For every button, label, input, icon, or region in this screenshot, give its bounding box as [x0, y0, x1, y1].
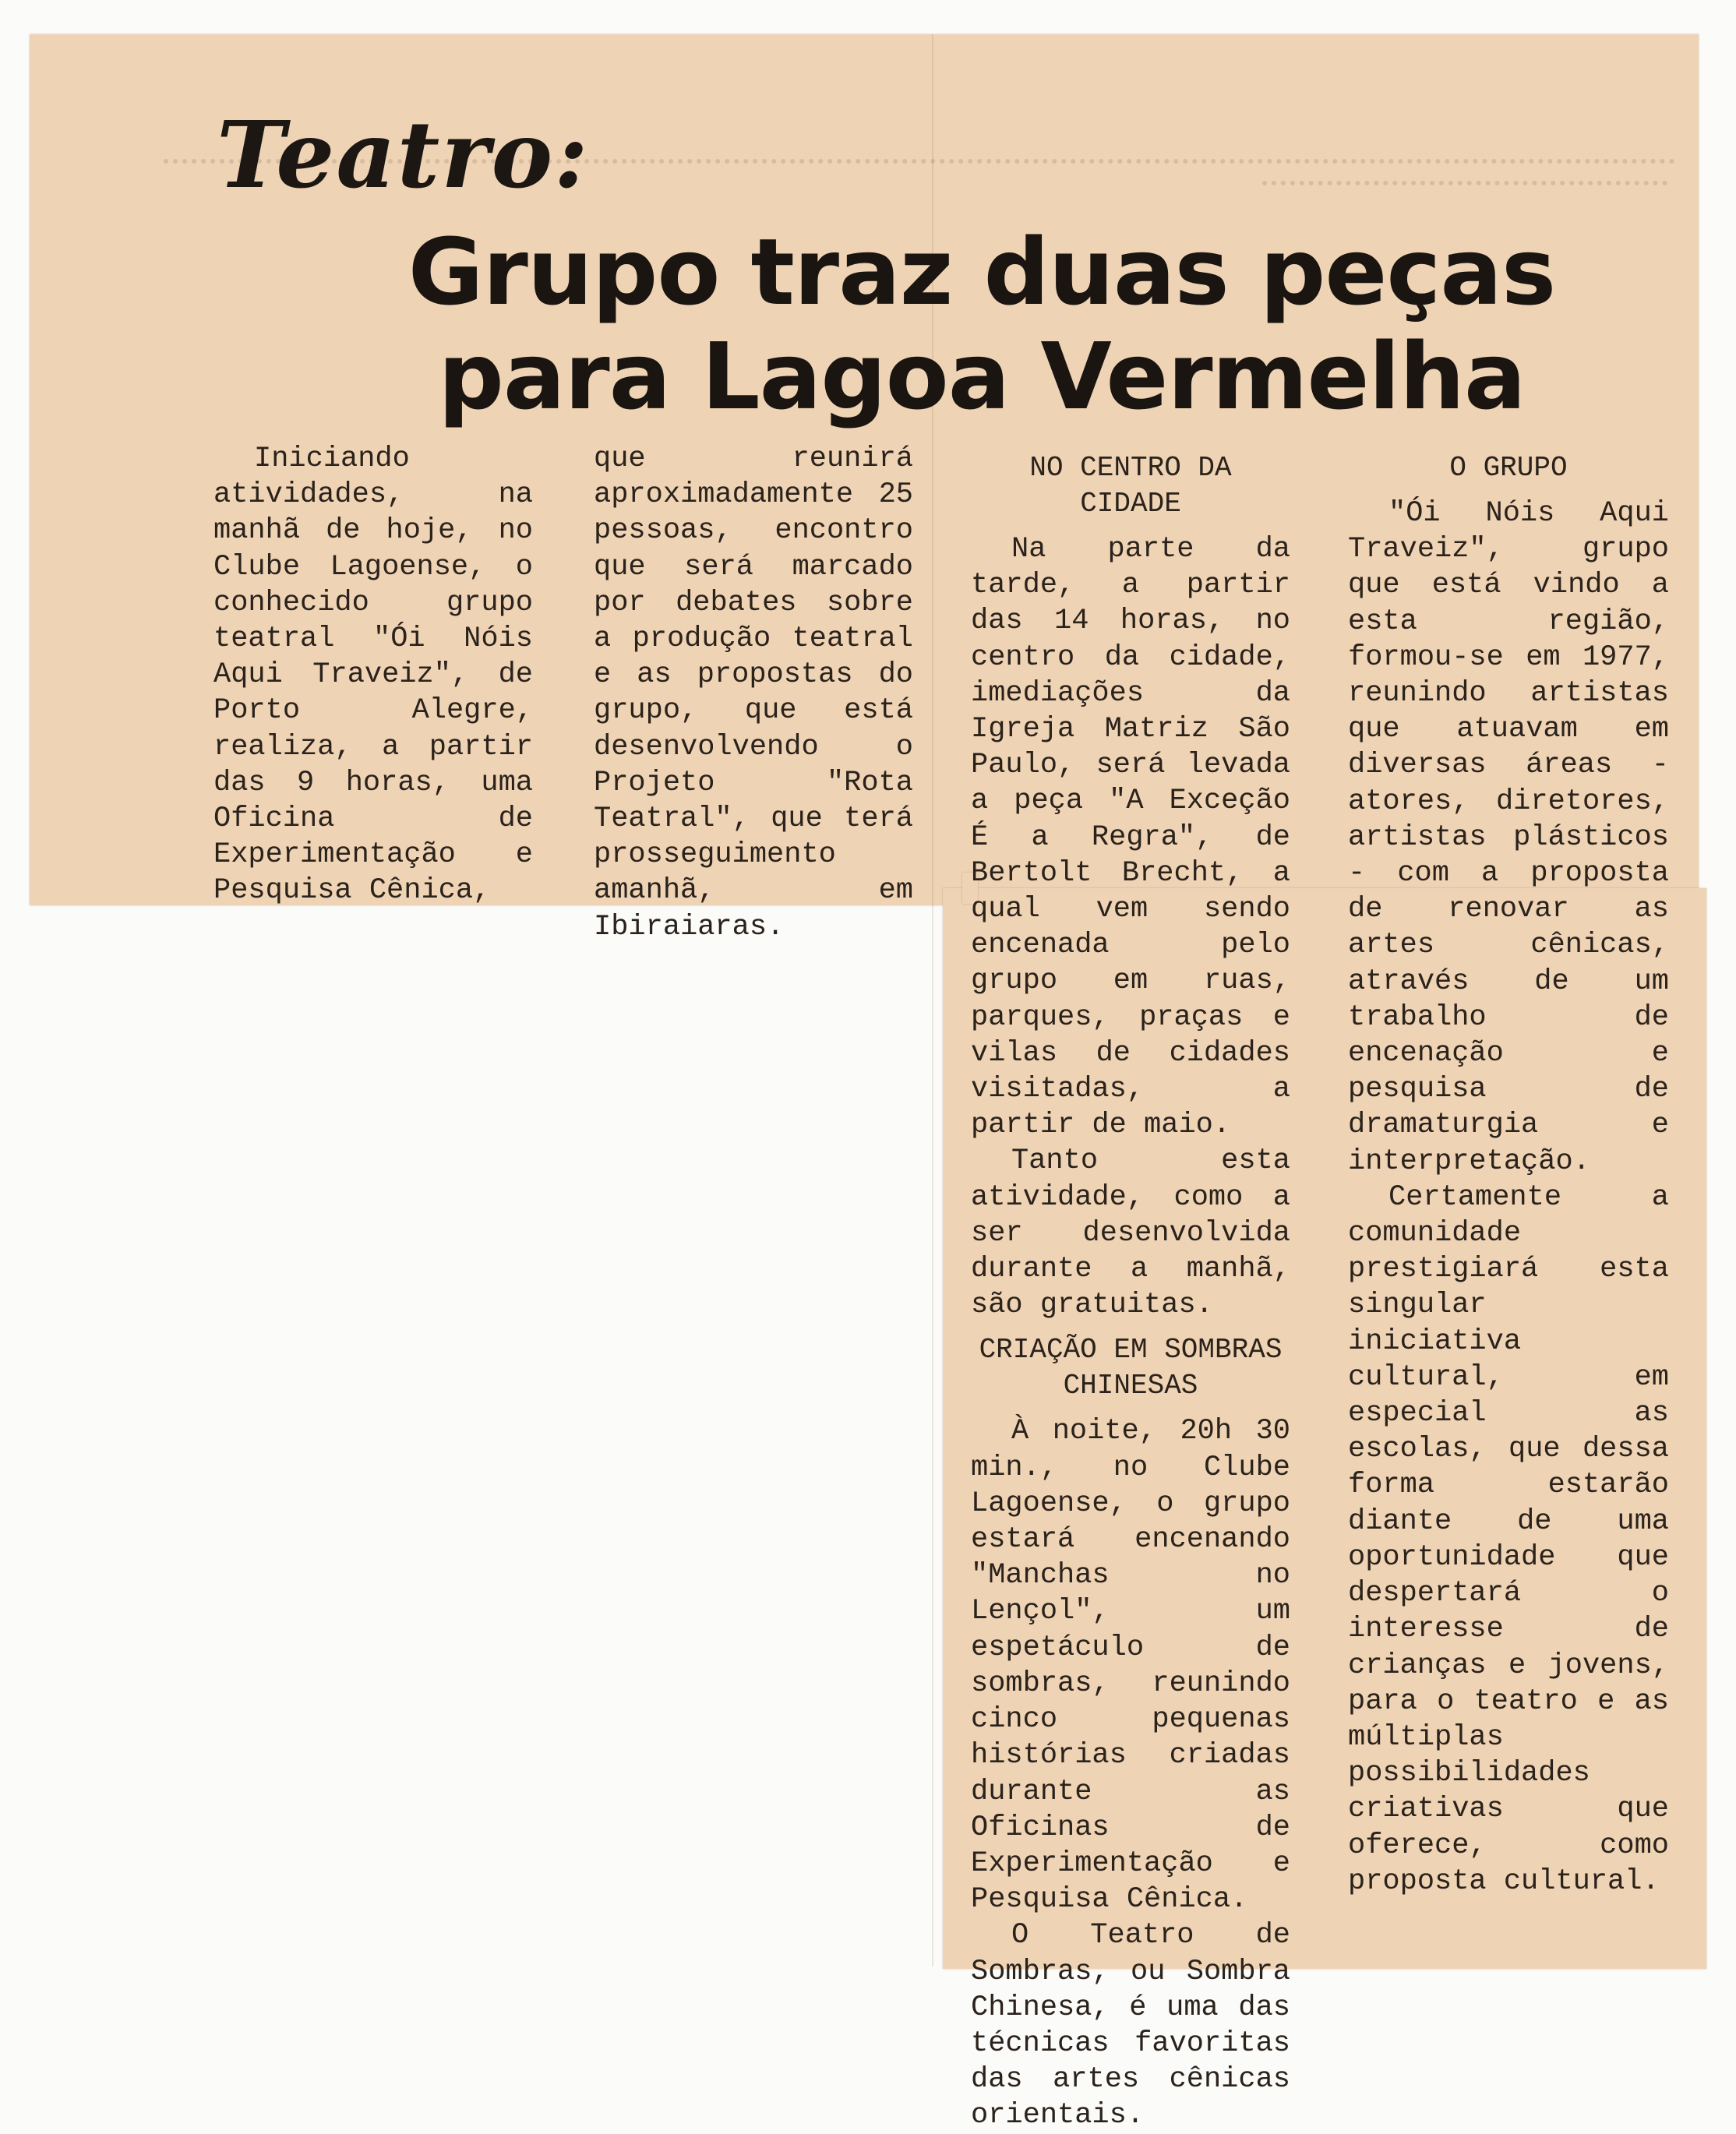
paragraph: Tanto esta atividade, como a ser desenvolvida durante a manhã, são gratuitas.: [971, 1145, 1290, 1322]
paragraph: À noite, 20h 30 min., no Clube Lagoense, o grupo estará encenando "Manchas no Lençol", um espetáculo de sombras, reunindo cinco pequenas histórias criadas durante as Oficinas de Experimentação e Pesquisa Cênica.: [971, 1415, 1290, 1917]
section-kicker: Teatro:: [217, 101, 590, 209]
paragraph: Iniciando atividades, na manhã de hoje, no Clube Lagoense, o conhecido grupo teatral "Ói Nóis Aqui Traveiz", de Porto Alegre, realiza, a partir das 9 horas, uma Oficina de Experimentação e Pesquisa Cênica,: [213, 443, 533, 908]
column-4: [1348, 441, 1669, 1899]
paragraph: O Teatro de Sombras, ou Sombra Chinesa, é uma das técnicas favoritas das artes cênicas orientais.: [971, 1919, 1290, 2132]
subhead-centro: NO CENTRO DA CIDADE: [1029, 452, 1232, 520]
headline: Grupo traz duas peças para Lagoa Vermelha: [408, 218, 1556, 430]
column-3: [971, 441, 1290, 2134]
bleed-through-rule: [1262, 181, 1667, 185]
column-2: [594, 441, 913, 945]
paragraph: "Ói Nóis Aqui Traveiz", grupo que está vindo a esta região, formou-se em 1977, reunindo artistas que atuavam em diversas áreas - atores, diretores, artistas plásticos - com a proposta de renovar as artes cênicas, através de um trabalho de encenação e pesquisa de dramaturgia e interpretação.: [1348, 497, 1669, 1178]
paragraph: Certamente a comunidade prestigiará esta singular iniciativa cultural, em especial as escolas, que dessa forma estarão diante de uma oportunidade que despertará o interesse de crianças e jovens, para o teatro e as múltiplas possibilidades criativas que oferece, como proposta cultural.: [1348, 1180, 1669, 1898]
paragraph: Na parte da tarde, a partir das 14 horas, no centro da cidade, imediações da Igreja Matriz São Paulo, será levada a peça "A Exceção É a Regra", de Bertolt Brecht, a qual vem sendo encenada pelo grupo em ruas, parques, praças e vilas de cidades visitadas, a partir de maio.: [971, 533, 1290, 1142]
paragraph: que reunirá aproximadamente 25 pessoas, encontro que será marcado por debates sobre a produção teatral e as propostas do grupo, que está desenvolvendo o Projeto "Rota Teatral", que terá prosseguimento amanhã, em Ibiraiaras.: [594, 443, 913, 944]
column-1: [213, 441, 533, 909]
subhead-sombras: CRIAÇÃO EM SOMBRAS CHINESAS: [979, 1334, 1283, 1402]
subhead-grupo: O GRUPO: [1449, 452, 1568, 484]
